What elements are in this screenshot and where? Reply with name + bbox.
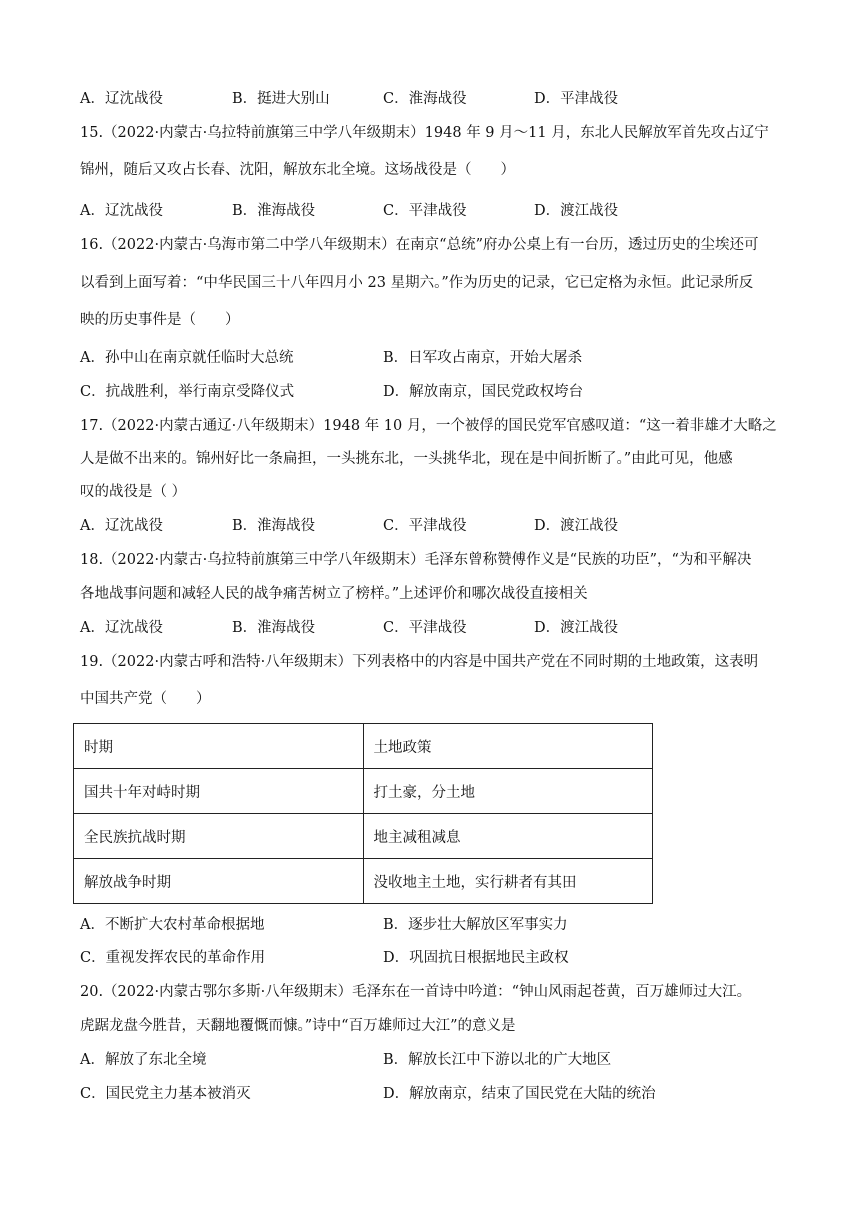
q16-stem-line-3: 映的历史事件是（ ） <box>80 312 240 328</box>
q17-option-d: D．渡江战役 <box>534 518 619 534</box>
q16-stem-line-1: 16.（2022·内蒙古·乌海市第二中学八年级期末）在南京“总统”府办公桌上有一台历，透过历史的尘埃还可 <box>80 237 759 253</box>
q19-option-b: B．逐步壮大解放区军事实力 <box>383 917 568 933</box>
table-cell: 打土豪，分土地 <box>363 769 653 814</box>
q15-option-b: B．淮海战役 <box>232 203 316 219</box>
q20-stem-line-2: 虎踞龙盘今胜昔，天翻地覆慨而慷。”诗中“百万雄师过大江”的意义是 <box>80 1018 516 1034</box>
q16-option-a: A．孙中山在南京就任临时大总统 <box>80 350 294 366</box>
q19-stem-line-2: 中国共产党（ ） <box>80 691 211 707</box>
land-policy-table <box>73 723 653 904</box>
q14-option-d: D．平津战役 <box>534 91 619 107</box>
q17-option-c: C．平津战役 <box>383 518 467 534</box>
q20-option-b: B．解放长江中下游以北的广大地区 <box>383 1052 612 1068</box>
table-cell: 全民族抗战时期 <box>74 814 364 859</box>
q20-stem-line-1: 20.（2022·内蒙古鄂尔多斯·八年级期末）毛泽东在一首诗中吟道：“钟山风雨起苍黄，百万雄师过大江。 <box>80 984 752 1000</box>
table-cell: 没收地主土地，实行耕者有其田 <box>363 859 653 904</box>
q20-option-c: C．国民党主力基本被消灭 <box>80 1086 251 1102</box>
q18-option-a: A．辽沈战役 <box>80 620 163 636</box>
q16-option-d: D．解放南京，国民党政权垮台 <box>383 384 584 400</box>
table-cell: 国共十年对峙时期 <box>74 769 364 814</box>
q20-option-a: A．解放了东北全境 <box>80 1052 207 1068</box>
q16-stem-line-2: 以看到上面写着：“中华民国三十八年四月小 23 星期六。”作为历史的记录，它已定格为永恒。此记录所反 <box>80 275 754 291</box>
q19-option-c: C．重视发挥农民的革命作用 <box>80 950 266 966</box>
q15-stem-line-1: 15.（2022·内蒙古·乌拉特前旗第三中学八年级期末）1948 年 9 月～11 月，东北人民解放军首先攻占辽宁 <box>80 125 769 141</box>
table-header-cell: 时期 <box>74 724 364 769</box>
q19-option-d: D．巩固抗日根据地民主政权 <box>383 950 569 966</box>
table-row <box>74 814 653 859</box>
q14-option-a: A．辽沈战役 <box>80 91 163 107</box>
table-cell: 地主减租减息 <box>363 814 653 859</box>
q18-stem-line-2: 各地战事问题和减轻人民的战争痛苦树立了榜样。”上述评价和哪次战役直接相关 <box>80 586 588 602</box>
q15-option-c: C．平津战役 <box>383 203 467 219</box>
table-header-cell: 土地政策 <box>363 724 653 769</box>
table-row <box>74 769 653 814</box>
q15-stem-line-2: 锦州，随后又攻占长春、沈阳，解放东北全境。这场战役是（ ） <box>80 162 515 178</box>
table-cell: 解放战争时期 <box>74 859 364 904</box>
q17-option-b: B．淮海战役 <box>232 518 316 534</box>
q17-stem-line-1: 17.（2022·内蒙古通辽·八年级期末）1948 年 10 月，一个被俘的国民党军官感叹道：“这一着非雄才大略之 <box>80 418 777 434</box>
q18-stem-line-1: 18.（2022·内蒙古·乌拉特前旗第三中学八年级期末）毛泽东曾称赞傅作义是“民族的功臣”，“为和平解决 <box>80 552 752 568</box>
q19-stem-line-1: 19.（2022·内蒙古呼和浩特·八年级期末）下列表格中的内容是中国共产党在不同时期的土地政策，这表明 <box>80 654 759 670</box>
q17-option-a: A．辽沈战役 <box>80 518 163 534</box>
table-header-row <box>74 724 653 769</box>
q16-option-b: B．日军攻占南京，开始大屠杀 <box>383 350 583 366</box>
q14-option-c: C．淮海战役 <box>383 91 467 107</box>
table-row <box>74 859 653 904</box>
q20-option-d: D．解放南京，结束了国民党在大陆的统治 <box>383 1086 656 1102</box>
q19-option-a: A．不断扩大农村革命根据地 <box>80 917 265 933</box>
q18-option-c: C．平津战役 <box>383 620 467 636</box>
q18-option-d: D．渡江战役 <box>534 620 619 636</box>
q17-stem-line-2: 人是做不出来的。锦州好比一条扁担，一头挑东北，一头挑华北，现在是中间折断了。”由此可见，他感 <box>80 451 733 467</box>
q15-option-a: A．辽沈战役 <box>80 203 163 219</box>
q14-option-b: B．挺进大别山 <box>232 91 330 107</box>
q17-stem-line-3: 叹的战役是（ ） <box>80 484 187 500</box>
q15-option-d: D．渡江战役 <box>534 203 619 219</box>
q16-option-c: C．抗战胜利，举行南京受降仪式 <box>80 384 295 400</box>
q18-option-b: B．淮海战役 <box>232 620 316 636</box>
